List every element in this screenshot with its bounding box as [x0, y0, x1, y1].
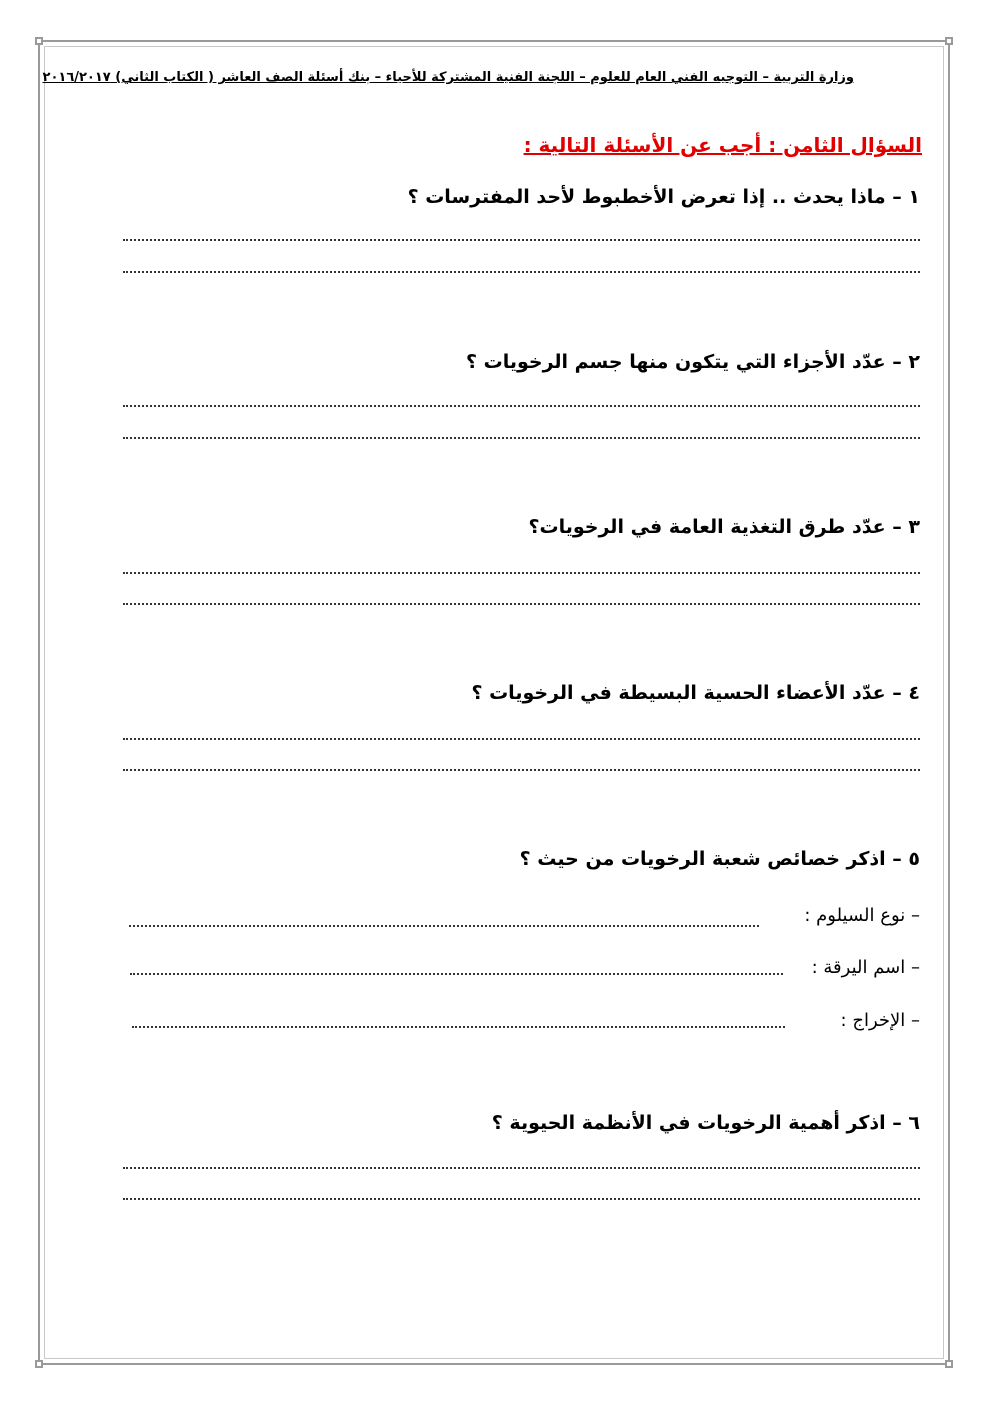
sub-item-coelom: [796, 905, 920, 926]
question-2: ٢ – عدّد الأجزاء التي يتكون منها جسم الرخويات ؟: [465, 351, 920, 373]
question-4: ٤ – عدّد الأعضاء الحسية البسيطة في الرخويات ؟: [471, 682, 920, 704]
answer-line[interactable]: [123, 1198, 920, 1200]
question-3: ٣ – عدّد طرق التغذية العامة في الرخويات؟: [528, 516, 920, 538]
sub-item-excretion: [833, 1010, 920, 1031]
sub-item-label: – اسم اليرقة :: [811, 957, 920, 978]
question-6: ٦ – اذكر أهمية الرخويات في الأنظمة الحيوية ؟: [491, 1112, 920, 1134]
answer-line[interactable]: [123, 603, 920, 605]
answer-line[interactable]: [123, 239, 920, 241]
answer-line[interactable]: [123, 1167, 920, 1169]
page-header: وزارة التربية – التوجيه الفني العام للعلوم – اللجنة الفنية المشتركة للأحياء – بنك أسئلة الصف العاشر ( الكتاب الثاني) ٢٠١٦/٢٠١٧: [42, 70, 854, 85]
question-1: ١ – ماذا يحدث .. إذا تعرض الأخطبوط لأحد المفترسات ؟: [407, 186, 920, 208]
section-title: السؤال الثامن : أجب عن الأسئلة التالية :: [523, 133, 922, 157]
answer-line[interactable]: [123, 572, 920, 574]
answer-line[interactable]: [130, 973, 783, 975]
answer-line[interactable]: [129, 925, 759, 927]
answer-line[interactable]: [123, 271, 920, 273]
frame-corner-top-left: [35, 37, 43, 45]
question-5: ٥ – اذكر خصائص شعبة الرخويات من حيث ؟: [519, 848, 920, 870]
sub-item-label: – نوع السيلوم :: [804, 905, 920, 926]
frame-corner-bottom-right: [945, 1360, 953, 1368]
answer-line[interactable]: [123, 738, 920, 740]
answer-line[interactable]: [123, 405, 920, 407]
sub-item-larva: [804, 957, 920, 978]
answer-line[interactable]: [132, 1026, 785, 1028]
frame-corner-bottom-left: [35, 1360, 43, 1368]
answer-line[interactable]: [123, 769, 920, 771]
sub-item-label: – الإخراج :: [840, 1010, 920, 1031]
frame-corner-top-right: [945, 37, 953, 45]
answer-line[interactable]: [123, 437, 920, 439]
